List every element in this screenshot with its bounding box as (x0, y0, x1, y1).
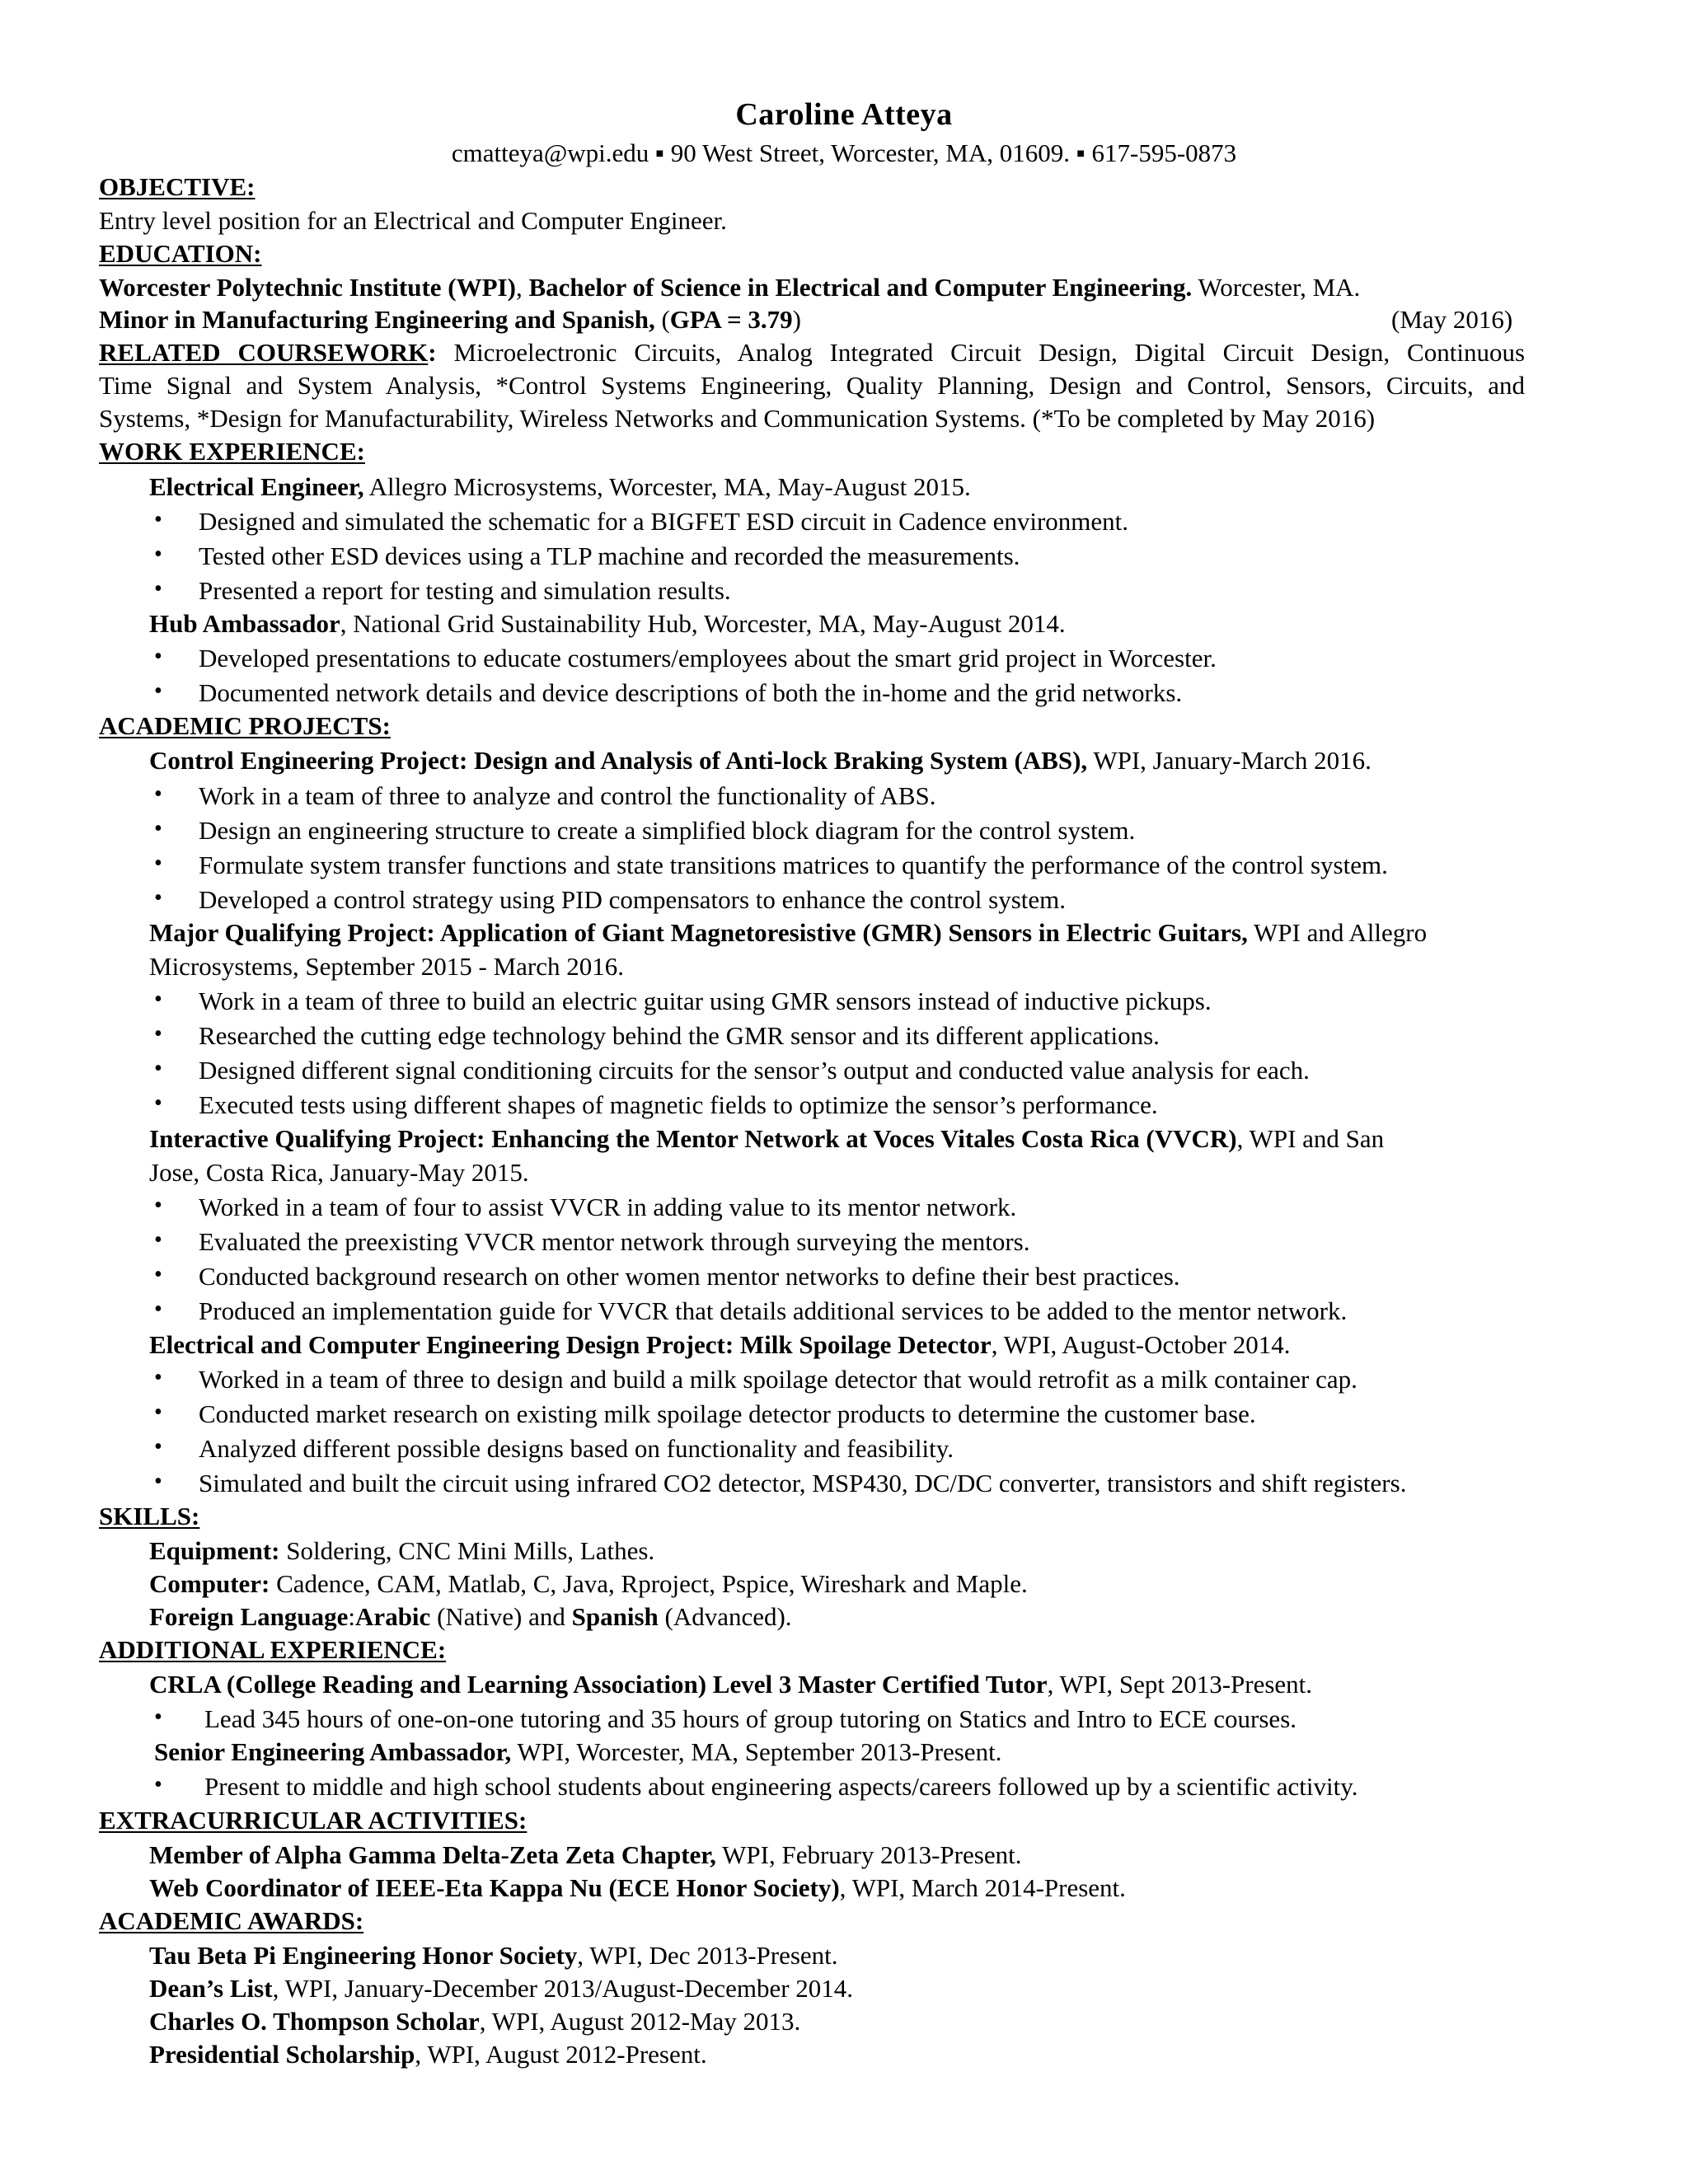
section-heading-academic-awards: ACADEMIC AWARDS: (99, 1906, 364, 1935)
section-heading-skills: SKILLS: (99, 1502, 200, 1530)
section-heading-academic-projects: ACADEMIC PROJECTS: (99, 711, 391, 740)
section-heading-education: EDUCATION: (99, 239, 262, 268)
education-school-line: Worcester Polytechnic Institute (WPI), Bachelor of Science in Electrical and Computer Engineering. Worcester, MA. (99, 273, 1361, 302)
contact-line: cmatteya@wpi.edu ▪ 90 West Street, Worcester, MA, 01609. ▪ 617-595-0873 (451, 138, 1237, 167)
section-heading-objective: OBJECTIVE: (99, 172, 256, 201)
coursework-line-1: RELATED COURSEWORK: Microelectronic Circuits, Analog Integrated Circuit Design, Digital Circuit Design, Continuous (99, 338, 1526, 367)
coursework-line-3: Systems, *Design for Manufacturability, Wireless Networks and Communication Systems. (*To be completed by May 2016) (99, 404, 1376, 433)
award-entry-tau-beta-pi: Tau Beta Pi Engineering Honor Society, WPI, Dec 2013-Present. (149, 1941, 838, 1970)
award-entry-presidential-scholarship: Presidential Scholarship, WPI, August 2012-Present. (149, 2040, 707, 2069)
extracurricular-entry-ieee-hkn: Web Coordinator of IEEE-Eta Kappa Nu (ECE Honor Society), WPI, March 2014-Present. (149, 1873, 1126, 1902)
section-heading-extracurricular: EXTRACURRICULAR ACTIVITIES: (99, 1806, 528, 1835)
award-entry-thompson-scholar: Charles O. Thompson Scholar, WPI, August 2012-May 2013. (149, 2007, 801, 2036)
award-entry-deans-list: Dean’s List, WPI, January-December 2013/August-December 2014. (149, 1974, 854, 2003)
project-entry-interactive-qualifying: Interactive Qualifying Project: Enhancing the Mentor Network at Voces Vitales Costa Rica (VVCR), WPI and San (149, 1124, 1385, 1153)
project-entry-milk-spoilage: Electrical and Computer Engineering Design Project: Milk Spoilage Detector, WPI, August-October 2014. (149, 1330, 1291, 1359)
extracurricular-entry-alpha-gamma-delta: Member of Alpha Gamma Delta-Zeta Zeta Chapter, WPI, February 2013-Present. (149, 1840, 1022, 1869)
coursework-line-2: Time Signal and System Analysis, *Control Systems Engineering, Quality Planning, Design and Control, Sensors, Circuits, and (99, 371, 1525, 400)
education-date: (May 2016) (1391, 305, 1513, 334)
job-entry-hub-ambassador: Hub Ambassador, National Grid Sustainability Hub, Worcester, MA, May-August 2014. (149, 609, 1066, 638)
additional-entry-crla-tutor: CRLA (College Reading and Learning Association) Level 3 Master Certified Tutor, WPI, Sept 2013-Present. (149, 1670, 1313, 1699)
project-entry-interactive-qualifying-cont: Jose, Costa Rica, January-May 2015. (149, 1158, 529, 1187)
additional-entry-engineering-ambassador: Senior Engineering Ambassador, WPI, Worcester, MA, September 2013-Present. (154, 1737, 1002, 1766)
resume-page: Caroline Atteya cmatteya@wpi.edu ▪ 90 West Street, Worcester, MA, 01609. ▪ 617-595-0873 OBJECTIVE: Entry level position for an Electrical and Computer Engineer. EDUCATION: Worcester Polytechnic Institute (WPI), Bachelor of Science in Electrical and Computer Engineering. Worcester, MA. Minor in Manufacturing Engineering and Spanish, (GPA = 3.79) (May 2016) RELATED COURSEWORK: Microelectronic Circuits, Analog Integrated Circuit Design, Digital Circuit Design, Continuous Time Signal and System Analysis, *Control Systems Engineering, Quality Planning, Design and Control, Sensors, Circuits, and Systems, *Design for Manufacturability, Wireless Networks and Communication Systems. (*To be completed by May 2016) WORK EXPERIENCE: Electrical Engineer, Allegro Microsystems, Worcester, MA, May-August 2015. • Designed and simulated the schematic for a BIGFET ESD circuit in Cadence environment. • Tested other ESD devices using a TLP machine and recorded the measurements. • Presented a report for testing and simulation results. Hub Ambassador, National Grid Sustainability Hub, Worcester, MA, May-August 2014. • Developed presentations to educate costumers/employees about the smart grid project in Worcester. • Documented network details and device descriptions of both the in-home and the grid networks. ACADEMIC PROJECTS: Control Engineering Project: Design and Analysis of Anti-lock Braking System (ABS), WPI, January-March 2016. • Work in a team of three to analyze and control the functionality of ABS. • Design an engineering structure to create a simplified block diagram for the control system. • Formulate system transfer functions and state transitions matrices to quantify the performance of the control system. • Developed a control strategy using PID compensators to enhance the control system. Major Qualifying Project: Application of Giant Magnetoresistive (GMR) Sensors in Electric Guitars, WPI and Allegro Microsystems, September 2015 - March 2016. • Work in a team of three to build an electric guitar using GMR sensors instead of inductive pickups. • Researched the cutting edge technology behind the GMR sensor and its different applications. • Designed different signal conditioning circuits for the sensor’s output and conducted value analysis for each. • Executed tests using different shapes of magnetic fields to optimize the sensor’s performance. Interactive Qualifying Project: Enhancing the Mentor Network at Voces Vitales Costa Rica (VVCR), WPI and San Jose, Costa Rica, January-May 2015. • Worked in a team of four to assist VVCR in adding value to its mentor network. • Evaluated the preexisting VVCR mentor network through surveying the mentors. • Conducted background research on other women mentor networks to define their best practices. • Produced an implementation guide for VVCR that details additional services to be added to the mentor network. Electrical and Computer Engineering Design Project: Milk Spoilage Detector, WPI, August-October 2014. • Worked in a team of three to design and build a milk spoilage detector that would retrofit as a milk container cap. • Conducted market research on existing milk spoilage detector products to determine the customer base. • Analyzed different possible designs based on functionality and feasibility. • Simulated and built the circuit using infrared CO2 detector, MSP430, DC/DC converter, transistors and shift registers. SKILLS: Equipment: Soldering, CNC Mini Mills, Lathes. Computer: Cadence, CAM, Matlab, C, Java, Rproject, Pspice, Wireshark and Maple. Foreign Language:Arabic (Native) and Spanish (Advanced). ADDITIONAL EXPERIENCE: CRLA (College Reading and Learning Association) Level 3 Master Certified Tutor, WPI, Sept 2013-Present. • Lead 345 hours of one-on-one tutoring and 35 hours of group tutoring on Statics and Intro to ECE courses. Senior Engineering Ambassador, WPI, Worcester, MA, September 2013-Present. • Present to middle and high school students about engineering aspects/careers followed up by a scientific activity. EXTRACURRICULAR ACTIVITIES: Member of Alpha Gamma Delta-Zeta Zeta Chapter, WPI, February 2013-Present. Web Coordinator of IEEE-Eta Kappa Nu (ECE Honor Society), WPI, March 2014-Present. ACADEMIC AWARDS: Tau Beta Pi Engineering Honor Society, WPI, Dec 2013-Present. Dean’s List, WPI, January-December 2013/August-December 2014. Charles O. Thompson Scholar, WPI, August 2012-May 2013. Presidential Scholarship, WPI, August 2012-Present. (0, 0, 1688, 2184)
objective-text: Entry level position for an Electrical and Computer Engineer. (99, 206, 727, 235)
skills-foreign-language: Foreign Language:Arabic (Native) and Spanish (Advanced). (149, 1602, 792, 1631)
skills-computer: Computer: Cadence, CAM, Matlab, C, Java, Rproject, Pspice, Wireshark and Maple. (149, 1569, 1028, 1598)
section-heading-work-experience: WORK EXPERIENCE: (99, 437, 365, 466)
skills-equipment: Equipment: Soldering, CNC Mini Mills, Lathes. (149, 1536, 655, 1565)
education-minor-line: Minor in Manufacturing Engineering and Spanish, (GPA = 3.79) (99, 305, 801, 334)
project-entry-control-engineering: Control Engineering Project: Design and Analysis of Anti-lock Braking System (ABS), WPI, January-March 2016. (149, 746, 1372, 775)
project-entry-major-qualifying: Major Qualifying Project: Application of Giant Magnetoresistive (GMR) Sensors in Electric Guitars, WPI and Allegro (149, 918, 1428, 947)
resume-name: Caroline Atteya (735, 97, 953, 132)
section-heading-additional-experience: ADDITIONAL EXPERIENCE: (99, 1635, 447, 1664)
job-entry-electrical-engineer: Electrical Engineer, Allegro Microsystems, Worcester, MA, May-August 2015. (149, 472, 971, 501)
project-entry-major-qualifying-cont: Microsystems, September 2015 - March 2016. (149, 952, 624, 981)
